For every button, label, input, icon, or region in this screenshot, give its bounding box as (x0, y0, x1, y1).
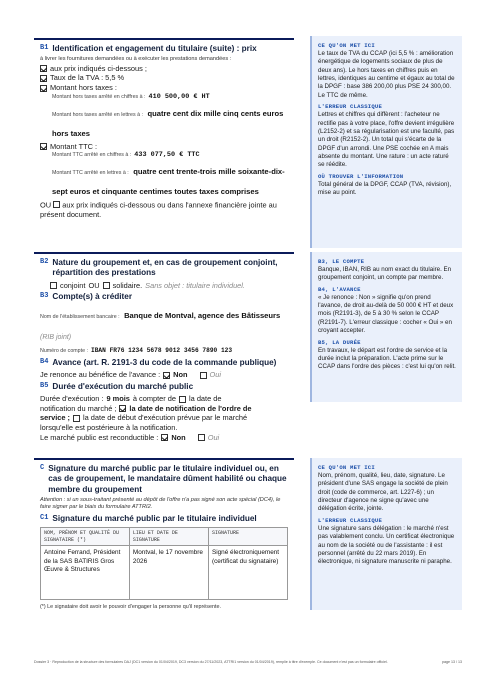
b2-options (50, 281, 288, 291)
b2-code: B2 (40, 258, 49, 266)
checkbox-checked-icon[interactable] (163, 372, 170, 379)
b5-code: B5 (40, 381, 49, 390)
c1-title: Signature du marché public par le titulaire individuel (52, 513, 257, 523)
b1-ttc-label: Montant TTC : (50, 141, 98, 151)
b5-option1-label: la date de (189, 394, 222, 404)
b1-ht-words-value[interactable]: quatre cent dix mille cinq cents euros hors taxes (52, 108, 284, 138)
signature-table-header (41, 528, 288, 546)
b5-from-label: à compter de (132, 394, 177, 404)
checkbox-checked-icon[interactable] (40, 75, 47, 82)
aside3-heading-error: L'ERREUR CLASSIQUE (318, 516, 383, 524)
aside1-text-where: Total général de la DPGF, CCAP (TVA, révision), mise au point. (318, 180, 452, 197)
aside2-heading-advance: B4, L'AVANCE (318, 285, 361, 293)
checkbox-empty-icon[interactable] (50, 282, 57, 289)
b1-option-prices-label: aux prix indiqués ci-dessous ; (50, 63, 147, 73)
b1-ht-figures (40, 93, 288, 102)
b2-title: Nature du groupement et, en cas de groupement conjoint, répartition des prestations (52, 258, 278, 278)
b5-option3-cont: lorsqu'elle est postérieure à la notification. (40, 423, 178, 433)
checkbox-empty-icon[interactable] (179, 396, 186, 403)
b2-ou-label: OU (88, 280, 100, 290)
checkbox-checked-icon[interactable] (119, 405, 126, 412)
b5-option2-label: la date de notification de l'ordre de (129, 403, 252, 413)
signatory-cell[interactable]: Antoine Ferrand, Président de la SAS BATIRIS Gros Œuvre & Structures (41, 546, 130, 600)
b1-annex-label: aux prix indiqués ci-dessous ou dans l'annexe financière jointe au présent document. (40, 200, 277, 220)
th-signatory: NOM, PRÉNOM ET QUALITÉ DU SIGNATAIRE (*) (41, 528, 130, 546)
checkbox-checked-icon[interactable] (40, 65, 47, 72)
b4-question-label: Je renonce au bénéfice de l'avance : (40, 370, 161, 380)
b5-option3-label: la date de début d'exécution prévue par le marché (83, 413, 248, 423)
checkbox-empty-icon[interactable] (73, 415, 80, 422)
b5-line2 (40, 404, 288, 414)
aside1-text-what: Le taux de TVA du CCAP (ici 5,5 % : amélioration énergétique de logements sociaux de plus de deux ans). Le hors taxes en chiffres puis en lettres, identiques au centime et égaux au total de la DPGF : base 386 200,00 plus PSE 24 300,00. Le TTC de même. (318, 50, 455, 99)
c-footnote: (*) Le signataire doit avoir le pouvoir d'engager la personne qu'il représente. (40, 604, 221, 611)
aside1-heading-what: CE QU'ON MET ICI (318, 42, 375, 49)
checkbox-empty-icon[interactable] (53, 201, 60, 208)
place-date-cell[interactable]: Montval, le 17 novembre 2026 (129, 546, 208, 600)
b1-ttc-words (40, 160, 288, 200)
aside3-text-error: Une signature sans délégation : le marché n'est pas valablement conclu. Un certificat électronique au nom de la société ou de l'assistante : il est personnel (arrêté du 22 mars 2019). En électronique, ni signature manuscrite ni paraphe. (318, 524, 455, 566)
b3-account (40, 347, 288, 355)
page-number: page 13 / 13 (442, 660, 462, 664)
b5-duration-value[interactable]: 9 mois (106, 394, 130, 404)
b5-reconduct-label: Le marché public est reconductible : (40, 432, 159, 442)
c-code: C (40, 464, 45, 472)
aside2-heading-account: B3, LE COMPTE (318, 258, 365, 265)
b1-ttc-figures (40, 151, 288, 160)
b1-ttc-fig-value[interactable]: 433 077,50 € TTC (134, 151, 200, 160)
aside1-heading-where: OÙ TROUVER L'INFORMATION (318, 172, 404, 180)
aside2-text-advance: « Je renonce : Non » signifie qu'on prend l'avance, de droit au-delà de 50 000 € HT et deux mois (R2191-3), de 5 à 30 % selon le CCAP (R2191-7). L'erreur classique : cocher « Oui » en croyant accepter. (318, 293, 454, 335)
b3-account-value[interactable]: IBAN FR76 1234 5678 9012 3456 7890 123 (91, 346, 233, 354)
checkbox-empty-icon[interactable] (198, 434, 205, 441)
b2-solidaire-label: solidaire. (112, 280, 143, 290)
b1-ttc-words-value[interactable]: quatre cent trente-trois mille soixante-dix-sept euros et cinquante centimes toutes taxes comprises (52, 166, 285, 196)
section-b2-b5 (34, 252, 294, 452)
aside-b3-b5-help (310, 252, 462, 402)
b4-oui-label: Oui (209, 370, 222, 380)
aside2-heading-duration: B5, LA DURÉE (318, 338, 361, 346)
b3-account-label: Numéro de compte : (40, 347, 88, 354)
aside-c-help (310, 458, 462, 610)
b2-heading (40, 258, 288, 279)
b1-intro: à livrer les fournitures demandées ou à exécuter les prestations demandées : (40, 56, 232, 63)
b1-ht-words-label: Montant hors taxes arrêté en lettres à : (52, 111, 143, 118)
aside3-heading-what: CE QU'ON MET ICI (318, 464, 375, 471)
b1-ttc-words-label: Montant TTC arrêté en lettres à : (52, 169, 129, 176)
b1-ou-label: OU (40, 200, 52, 210)
b5-title: Durée d'exécution du marché public (52, 381, 194, 391)
checkbox-empty-icon[interactable] (103, 282, 110, 289)
b3-heading (40, 292, 288, 302)
c-title: Signature du marché public par le titulaire individuel ou, en cas de groupement, le mandataire dûment habilité ou chaque membre du groupement (48, 464, 287, 494)
b5-line1 (40, 394, 288, 404)
aside1-text-error: Lettres et chiffres qui diffèrent : l'acheteur ne rectifie pas à votre place, l'offre devient irrégulière (L2152-2) et sa régularisation est une faculté, pas un droit (R2152-2). Un total qui s'écarte de la DPGF d'un arrondi. Une PSE cochée en A mais absente du montant. Une rature : un acte raturé se réédite. (318, 111, 455, 169)
th-signature: SIGNATURE (208, 528, 287, 546)
b1-heading (40, 44, 288, 54)
b1-option-vat[interactable] (40, 73, 288, 83)
signature-table (40, 527, 288, 600)
section-b1 (34, 38, 294, 248)
b1-option-ttc[interactable] (40, 142, 288, 152)
table-row (41, 546, 288, 600)
b5-line3 (40, 413, 288, 423)
b1-option-ht[interactable] (40, 83, 288, 93)
aside-b1-help (310, 36, 462, 248)
checkbox-empty-icon[interactable] (200, 372, 207, 379)
b2-hint: Sans objet : titulaire individuel. (145, 280, 245, 290)
section-c (34, 458, 294, 668)
c-note: Attention : si un sous-traitant présenté au dépôt de l'offre n'a pas signé son acte spécial (DC4), le faire signer par le biais du formulaire ATTRI2. (40, 496, 281, 511)
b2-conjoint-label: conjoint (60, 280, 86, 290)
b3-title: Compte(s) à créditer (52, 292, 133, 302)
b3-bank-value[interactable]: Banque de Montval, agence des Bâtisseurs (124, 311, 281, 321)
b1-option-prices[interactable] (40, 64, 288, 74)
checkbox-checked-icon[interactable] (40, 85, 47, 92)
b3-code: B3 (40, 292, 49, 301)
aside1-heading-error: L'ERREUR CLASSIQUE (318, 103, 383, 111)
b1-code: B1 (40, 44, 49, 52)
page-footer (34, 660, 462, 664)
c-heading (40, 464, 288, 495)
aside3-text-what: Nom, prénom, qualité, lieu, date, signature. Le président d'une SAS engage la société de plein droit (code de commerce, art. L227-6) ; un directeur d'agence ne signe qu'avec une délégation écrite, jointe. (318, 472, 448, 513)
c1-code: C1 (40, 513, 49, 522)
aside2-text-duration: En travaux, le départ est l'ordre de service et la durée inclut la préparation. L'acte prime sur le CCAP dans l'ordre des pièces : c'est lui qu'on relit. (318, 346, 456, 371)
aside2-text-account: Banque, IBAN, RIB au nom exact du titulaire. En groupement conjoint, un compte par membre. (318, 266, 452, 282)
b5-option1-cont: notification du marché ; (40, 403, 117, 413)
checkbox-checked-icon[interactable] (40, 143, 47, 150)
footer-disclaimer: Dossier 3 · Reproduction de la structure des formulaires DAJ (DC1 version du 01/04/2019, DC3 version du 27/11/2023, ATTRI1 version du 01/04/2019), remplie à titre d'exemple. Ce document n'est pas un formulaire officiel. (34, 660, 388, 664)
b4-question (40, 370, 288, 380)
b5-duration-label: Durée d'exécution : (40, 394, 104, 404)
b5-option2-cont: service ; (40, 413, 70, 423)
b1-title: Identification et engagement du titulaire (suite) : prix (52, 44, 257, 53)
b1-ht-fig-value[interactable]: 410 500,00 € HT (148, 92, 210, 101)
b1-ht-words (40, 102, 288, 142)
b5-heading (40, 382, 288, 392)
b1-ht-label: Montant hors taxes : (50, 83, 117, 93)
b5-oui-label: Oui (207, 432, 220, 442)
b4-title: Avance (art. R. 2191-3 du code de la commande publique) (52, 358, 277, 368)
b4-non-label: Non (173, 370, 188, 380)
b3-bank (40, 304, 288, 346)
b4-heading (40, 358, 288, 368)
b4-code: B4 (40, 358, 49, 367)
b1-ttc-fig-label: Montant TTC arrêté en chiffres à : (52, 152, 132, 159)
th-place-date: LIEU ET DATE DE SIGNATURE (129, 528, 208, 546)
signature-cell[interactable]: Signé électroniquement (certificat du signataire) (208, 546, 287, 600)
b5-non-label: Non (171, 432, 186, 442)
b3-bank-label: Nom de l'établissement bancaire : (40, 314, 120, 321)
b3-bank-hint: (RIB joint) (40, 334, 72, 342)
b1-vat-label: Taux de la TVA : 5,5 % (50, 73, 125, 83)
checkbox-checked-icon[interactable] (161, 434, 168, 441)
b1-ht-fig-label: Montant hors taxes arrêté en chiffres à : (52, 93, 146, 100)
b1-option-annex[interactable] (40, 200, 288, 220)
c1-heading (40, 514, 288, 524)
b5-reconduct (40, 433, 288, 443)
